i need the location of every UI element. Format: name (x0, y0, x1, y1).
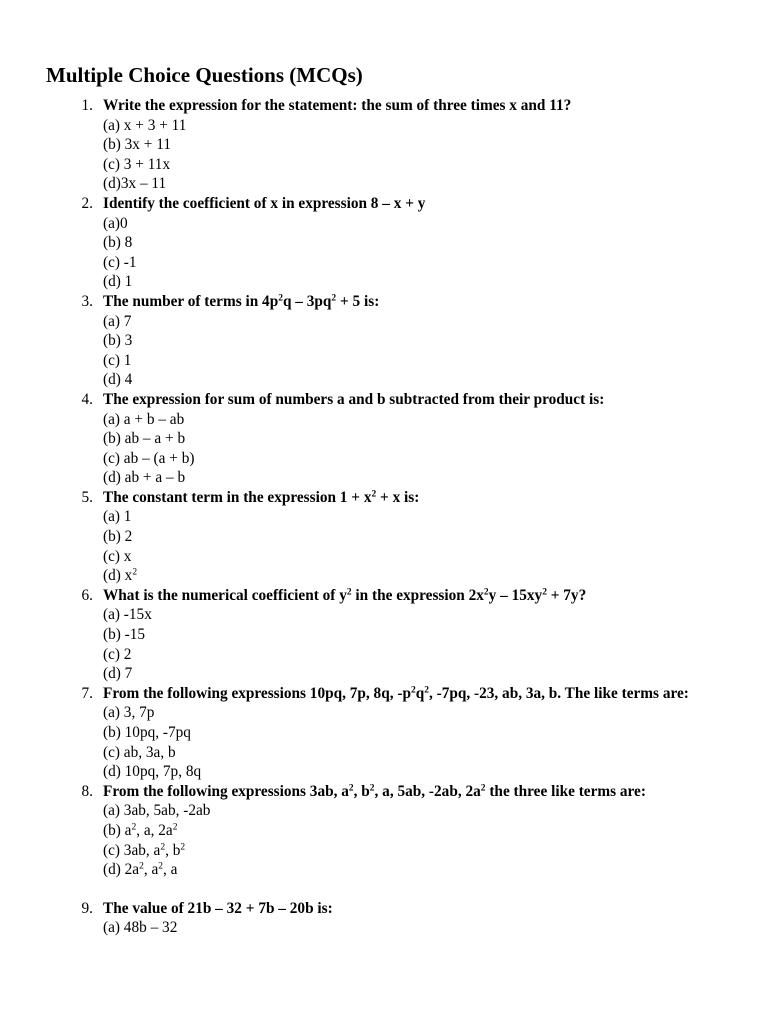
page-title: Multiple Choice Questions (MCQs) (46, 63, 363, 87)
question-body (103, 899, 333, 938)
question-number: 5. (81, 488, 93, 506)
question-item (46, 782, 728, 880)
answer-options (103, 918, 333, 938)
question-number: 3. (81, 292, 93, 310)
answer-option: (c) x (103, 547, 132, 565)
question-text: Identify the coefficient of x in expression 8 – x + y (103, 194, 426, 212)
answer-option: (a) x + 3 + 11 (103, 116, 187, 134)
question-text: From the following expressions 10pq, 7p, 8q, $-p^2q^2$, -7pq, -23, ab, 3a, b. The like terms are: (103, 684, 689, 702)
question-text: Write the expression for the statement: the sum of three times x and 11? (103, 97, 572, 114)
answer-option: (c) 1 (103, 351, 132, 369)
answer-options (103, 801, 646, 879)
answer-option: (a) 3, 7p (103, 704, 155, 722)
answer-option: (d) $x^2$ (103, 567, 138, 585)
question-number: 6. (81, 586, 93, 604)
answer-option: (d) $2a^2$, $a^2$, a (103, 861, 178, 879)
answer-option: (a) -15x (103, 606, 152, 624)
answer-option: (d) 10pq, 7p, 8q (103, 763, 202, 781)
question-body (103, 194, 425, 292)
answer-option: (c) 3ab, $a^2$, $b^2$ (103, 841, 186, 859)
question-item (46, 390, 728, 488)
question-body (103, 586, 586, 684)
question-number: 9. (81, 899, 93, 917)
question-item (46, 96, 728, 194)
answer-option: (c) 3 + 11x (103, 155, 171, 173)
answer-options (103, 703, 689, 781)
answer-option: (a) 1 (103, 508, 132, 526)
question-number: 2. (81, 194, 93, 212)
answer-option: (a)0 (103, 214, 128, 232)
answer-option: (b) 3 (103, 332, 133, 350)
question-body (103, 292, 379, 390)
answer-option: (c) 2 (103, 645, 132, 663)
answer-option: (c) ab – (a + b) (103, 449, 195, 467)
question-number: 8. (81, 782, 93, 800)
answer-option: (c) ab, 3a, b (103, 743, 176, 761)
answer-option: (a) 48b – 32 (103, 919, 178, 937)
question-text: What is the numerical coefficient of $y^2$ in the expression $2x^2y - 15xy^2 + 7y$? (103, 586, 587, 604)
answer-option: (b) 10pq, -7pq (103, 724, 191, 741)
answer-option: (a) 3ab, 5ab, -2ab (103, 802, 211, 820)
question-item (46, 899, 728, 938)
question-item (46, 194, 728, 292)
question-number: 1. (81, 97, 93, 114)
answer-option: (b) 3x + 11 (103, 136, 171, 154)
answer-options (103, 214, 425, 292)
question-text: The number of terms in $4p^2q - 3pq^2 + 5$ is: (103, 292, 380, 310)
answer-options (103, 312, 379, 390)
answer-options (103, 116, 571, 194)
question-text: The value of 21b – 32 + 7b – 20b is: (103, 899, 333, 917)
answer-options (103, 605, 586, 683)
answer-option: (b) 2 (103, 528, 133, 546)
question-list (46, 96, 728, 938)
answer-option: (d) ab + a – b (103, 469, 186, 487)
question-body (103, 684, 689, 782)
answer-options (103, 410, 604, 488)
answer-option: (c) -1 (103, 253, 137, 271)
answer-option: (a) 7 (103, 312, 132, 330)
answer-option: (b) -15 (103, 626, 146, 644)
question-body (103, 96, 571, 194)
answer-option: (a) a + b – ab (103, 410, 185, 428)
answer-option: (b) 8 (103, 234, 133, 252)
question-body (103, 782, 646, 880)
question-text: The expression for sum of numbers a and b subtracted from their product is: (103, 390, 605, 408)
question-text: The constant term in the expression $1 + x^2 + x$ is: (103, 488, 420, 506)
question-number: 7. (81, 684, 93, 702)
question-number: 4. (81, 390, 93, 408)
question-item (46, 684, 728, 782)
question-text: From the following expressions 3ab, $a^2$, $b^2$, a, 5ab, -2ab, $2a^2$ the three like terms are: (103, 782, 646, 800)
answer-option: (d) 1 (103, 273, 133, 291)
question-item (46, 586, 728, 684)
answer-option: (d) 7 (103, 665, 133, 683)
answer-option: (d)3x – 11 (103, 175, 167, 193)
answer-option: (b) $a^2$, a, $2a^2$ (103, 821, 178, 839)
question-item (46, 292, 728, 390)
question-body (103, 488, 419, 586)
question-body (103, 390, 604, 488)
answer-option: (d) 4 (103, 371, 133, 389)
answer-option: (b) ab – a + b (103, 430, 186, 448)
answer-options (103, 507, 419, 585)
question-item (46, 488, 728, 586)
